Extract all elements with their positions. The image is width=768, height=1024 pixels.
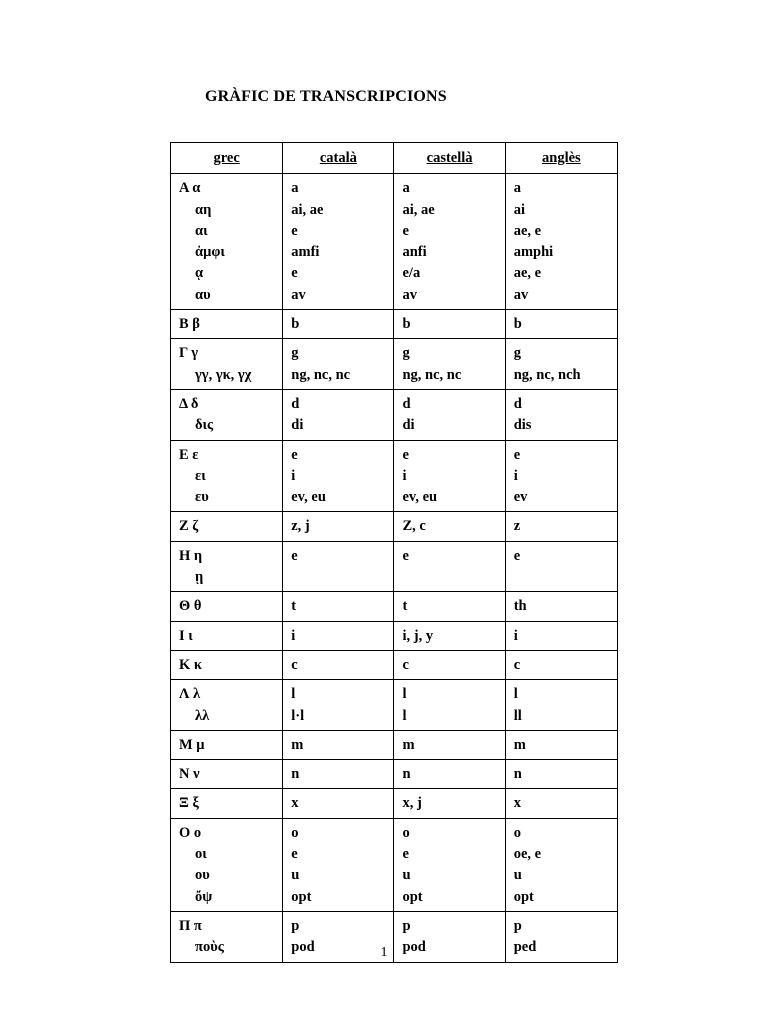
spanish-line: o — [402, 824, 410, 841]
catalan-line: l·l — [291, 707, 305, 724]
english-line: ll — [513, 707, 522, 724]
spanish-line: c — [402, 656, 409, 673]
spanish-line: opt — [402, 888, 423, 905]
table-row — [171, 730, 618, 759]
spanish-line: e — [402, 222, 409, 239]
spanish-cell — [394, 512, 505, 541]
greek-cell — [171, 339, 283, 390]
english-line: a — [513, 180, 521, 197]
spanish-cell — [394, 621, 505, 650]
english-cell — [505, 541, 617, 592]
greek-line: Ν ν — [179, 766, 200, 783]
catalan-cell — [283, 650, 394, 679]
greek-line: αη — [195, 201, 212, 218]
spanish-line: av — [402, 286, 417, 303]
spanish-cell — [394, 680, 505, 731]
catalan-cell — [283, 440, 394, 512]
page-title: GRÀFIC DE TRANSCRIPCIONS — [205, 88, 447, 105]
table-row — [171, 512, 618, 541]
english-line: ai — [513, 201, 525, 218]
spanish-line: e/a — [402, 265, 421, 282]
english-line: dis — [513, 417, 532, 434]
catalan-line: a — [291, 180, 299, 197]
english-line: l — [513, 686, 518, 703]
greek-line: ῃ — [195, 569, 204, 586]
english-cell — [505, 440, 617, 512]
catalan-line: ng, nc, nc — [291, 366, 351, 383]
english-line: e — [513, 446, 521, 463]
english-cell — [505, 389, 617, 440]
english-cell — [505, 592, 617, 621]
english-line: th — [513, 598, 527, 615]
greek-line: Ο ο — [179, 824, 202, 841]
english-cell — [505, 650, 617, 679]
page-number: 1 — [380, 945, 388, 960]
english-cell — [505, 680, 617, 731]
greek-cell — [171, 650, 283, 679]
spanish-line: di — [402, 417, 415, 434]
greek-line: ὄψ — [195, 888, 213, 905]
table-row — [171, 339, 618, 390]
spanish-cell — [394, 650, 505, 679]
english-line: e — [513, 547, 521, 564]
spanish-line: e — [402, 547, 409, 564]
english-line: x — [513, 795, 521, 812]
english-line: g — [513, 345, 521, 362]
english-cell — [505, 760, 617, 789]
catalan-cell — [283, 389, 394, 440]
table-row — [171, 818, 618, 911]
table-header-row — [171, 143, 618, 174]
catalan-line: i — [291, 627, 296, 644]
spanish-line: ai, ae — [402, 201, 435, 218]
english-line: z — [513, 518, 521, 535]
catalan-line: o — [291, 824, 299, 841]
catalan-line: u — [291, 867, 300, 884]
spanish-cell — [394, 174, 505, 310]
catalan-cell — [283, 818, 394, 911]
english-line: amphi — [513, 244, 554, 261]
catalan-cell — [283, 680, 394, 731]
table-body — [171, 174, 618, 962]
english-line: i — [513, 467, 518, 484]
spanish-line: d — [402, 395, 411, 412]
greek-cell — [171, 621, 283, 650]
english-line: u — [513, 867, 522, 884]
catalan-line: e — [291, 446, 298, 463]
english-line: oe, e — [513, 846, 542, 863]
table-row — [171, 621, 618, 650]
english-line: ev — [513, 489, 528, 506]
spanish-line: i, j, y — [402, 627, 434, 644]
spanish-cell — [394, 818, 505, 911]
english-cell — [505, 730, 617, 759]
spanish-cell — [394, 789, 505, 818]
catalan-line: d — [291, 395, 300, 412]
catalan-cell — [283, 592, 394, 621]
greek-line: αι — [195, 222, 208, 239]
greek-cell — [171, 174, 283, 310]
greek-line: γγ, γκ, γχ — [195, 366, 252, 383]
greek-line: Κ κ — [179, 656, 202, 673]
table-row — [171, 760, 618, 789]
transcription-table — [170, 142, 618, 963]
header-greek: grec — [171, 143, 283, 174]
greek-cell — [171, 760, 283, 789]
greek-line: Λ λ — [179, 686, 201, 703]
greek-line: αυ — [195, 286, 211, 303]
spanish-cell — [394, 760, 505, 789]
english-line: ped — [513, 939, 537, 956]
catalan-line: e — [291, 547, 298, 564]
catalan-line: n — [291, 766, 300, 783]
english-line: b — [513, 316, 522, 333]
catalan-line: l — [291, 686, 296, 703]
greek-line: ει — [195, 467, 206, 484]
spanish-line: p — [402, 917, 411, 934]
catalan-line: e — [291, 265, 298, 282]
english-line: i — [513, 627, 518, 644]
catalan-cell — [283, 310, 394, 339]
greek-cell — [171, 440, 283, 512]
spanish-line: u — [402, 867, 411, 884]
english-cell — [505, 174, 617, 310]
table-row — [171, 310, 618, 339]
header-english: anglès — [505, 143, 617, 174]
spanish-line: l — [402, 707, 407, 724]
catalan-line: c — [291, 656, 298, 673]
greek-line: Β β — [179, 316, 200, 333]
catalan-line: opt — [291, 888, 312, 905]
english-cell — [505, 310, 617, 339]
table-row — [171, 174, 618, 310]
greek-cell — [171, 730, 283, 759]
catalan-line: z, j — [291, 518, 310, 535]
catalan-cell — [283, 621, 394, 650]
catalan-cell — [283, 512, 394, 541]
english-line: av — [513, 286, 529, 303]
greek-cell — [171, 512, 283, 541]
english-cell — [505, 512, 617, 541]
spanish-line: ev, eu — [402, 489, 438, 506]
greek-line: Ε ε — [179, 446, 199, 463]
english-line: ae, e — [513, 265, 542, 282]
catalan-line: ai, ae — [291, 201, 324, 218]
spanish-line: pod — [402, 939, 426, 956]
catalan-line: e — [291, 222, 298, 239]
greek-cell — [171, 680, 283, 731]
spanish-line: m — [402, 736, 415, 753]
spanish-cell — [394, 310, 505, 339]
catalan-line: av — [291, 286, 306, 303]
catalan-cell — [283, 760, 394, 789]
spanish-line: Z, c — [402, 518, 426, 535]
english-line: m — [513, 736, 526, 753]
catalan-line: e — [291, 846, 298, 863]
english-cell — [505, 339, 617, 390]
english-line: n — [513, 766, 522, 783]
greek-line: ᾳ — [195, 265, 204, 282]
english-line: p — [513, 917, 522, 934]
catalan-cell — [283, 339, 394, 390]
catalan-line: x — [291, 795, 299, 812]
english-cell — [505, 818, 617, 911]
greek-line: Θ θ — [179, 598, 202, 615]
greek-line: Ι ι — [179, 627, 193, 644]
greek-cell — [171, 541, 283, 592]
spanish-line: e — [402, 446, 409, 463]
spanish-line: ng, nc, nc — [402, 366, 462, 383]
greek-line: δις — [195, 417, 214, 434]
catalan-line: t — [291, 598, 297, 615]
english-line: opt — [513, 888, 534, 905]
english-line: c — [513, 656, 521, 673]
greek-line: ευ — [195, 489, 209, 506]
catalan-line: g — [291, 345, 299, 362]
greek-line: Π π — [179, 917, 202, 934]
spanish-line: b — [402, 316, 411, 333]
english-line: d — [513, 395, 522, 412]
spanish-line: x, j — [402, 795, 422, 812]
greek-line: Γ γ — [179, 345, 199, 362]
header-spanish: castellà — [394, 143, 505, 174]
greek-line: λλ — [195, 707, 210, 724]
catalan-line: p — [291, 917, 300, 934]
english-cell — [505, 621, 617, 650]
spanish-cell — [394, 541, 505, 592]
table-row — [171, 789, 618, 818]
english-line: o — [513, 824, 521, 841]
table-row — [171, 541, 618, 592]
greek-cell — [171, 592, 283, 621]
greek-line: Ζ ζ — [179, 518, 199, 535]
table-row — [171, 389, 618, 440]
spanish-line: g — [402, 345, 410, 362]
catalan-line: i — [291, 467, 296, 484]
spanish-cell — [394, 339, 505, 390]
greek-cell — [171, 818, 283, 911]
catalan-line: b — [291, 316, 300, 333]
spanish-cell — [394, 730, 505, 759]
spanish-line: anfi — [402, 244, 427, 261]
greek-line: Η η — [179, 547, 203, 564]
greek-cell — [171, 389, 283, 440]
spanish-cell — [394, 389, 505, 440]
table-row — [171, 650, 618, 679]
spanish-line: l — [402, 686, 407, 703]
catalan-cell — [283, 730, 394, 759]
spanish-cell — [394, 592, 505, 621]
catalan-line: pod — [291, 939, 315, 956]
catalan-cell — [283, 174, 394, 310]
catalan-line: m — [291, 736, 304, 753]
catalan-line: di — [291, 417, 304, 434]
greek-cell — [171, 310, 283, 339]
table-row — [171, 592, 618, 621]
spanish-line: a — [402, 180, 410, 197]
catalan-cell — [283, 541, 394, 592]
greek-line: Μ μ — [179, 736, 205, 753]
greek-line: ἀμφι — [195, 244, 225, 261]
spanish-line: n — [402, 766, 411, 783]
english-line: ae, e — [513, 222, 542, 239]
spanish-line: i — [402, 467, 407, 484]
spanish-cell — [394, 440, 505, 512]
greek-cell — [171, 789, 283, 818]
catalan-line: ev, eu — [291, 489, 326, 506]
greek-line: Α α — [179, 180, 201, 197]
english-cell — [505, 789, 617, 818]
catalan-cell — [283, 789, 394, 818]
table-row — [171, 440, 618, 512]
header-catalan: català — [283, 143, 394, 174]
greek-line: ποὺς — [195, 939, 224, 956]
greek-line: Δ δ — [179, 395, 199, 412]
greek-line: Ξ ξ — [179, 795, 199, 812]
spanish-line: e — [402, 846, 409, 863]
greek-line: ου — [195, 867, 210, 884]
spanish-line: t — [402, 598, 408, 615]
english-line: ng, nc, nch — [513, 366, 581, 383]
greek-line: οι — [195, 846, 207, 863]
table-row — [171, 680, 618, 731]
catalan-line: amfi — [291, 244, 320, 261]
